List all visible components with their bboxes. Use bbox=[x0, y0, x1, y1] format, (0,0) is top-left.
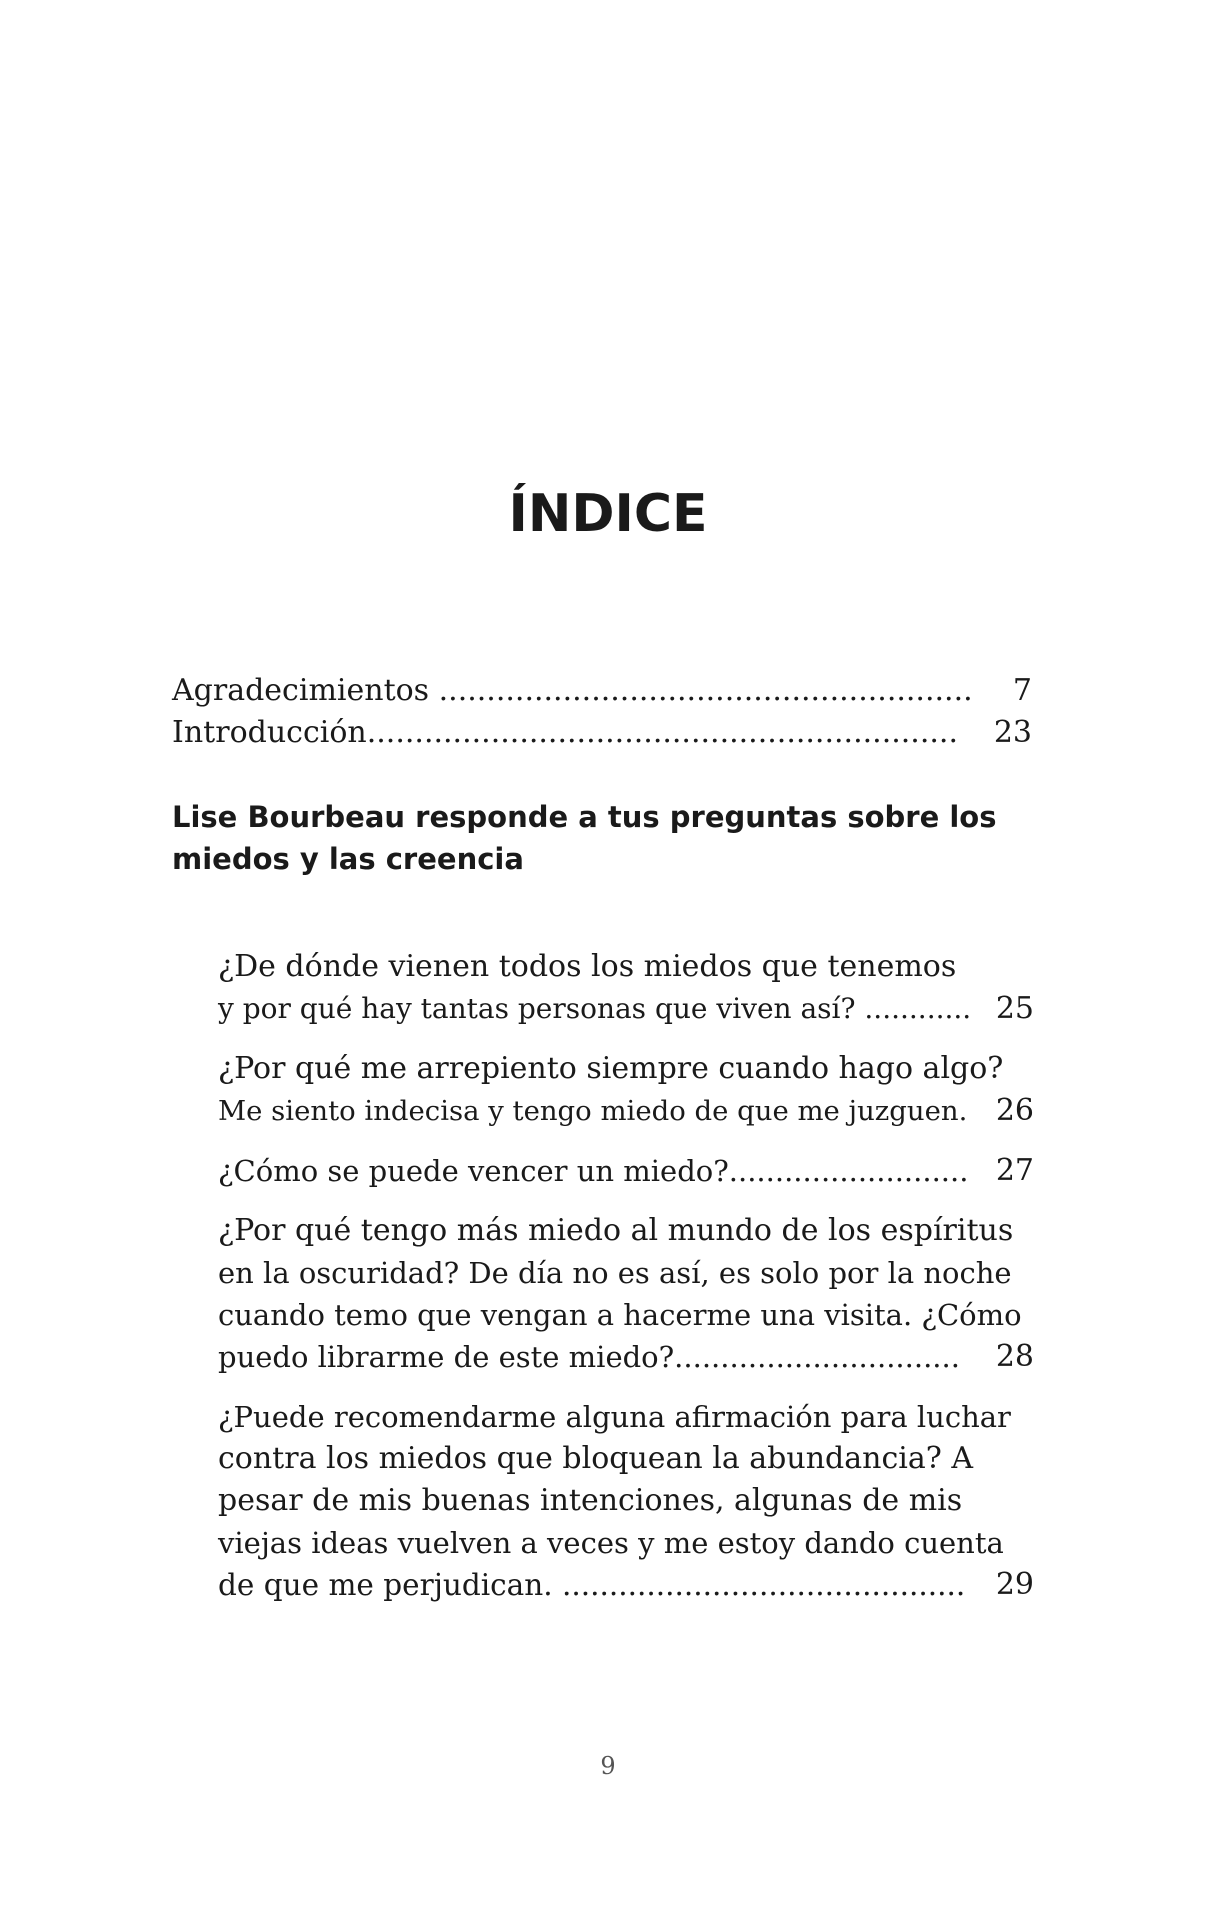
question-page: 29 bbox=[995, 1567, 1034, 1602]
question-page: 27 bbox=[995, 1153, 1034, 1188]
question-line: cuando temo que vengan a hacerme una visita. ¿Cómo bbox=[218, 1298, 1022, 1332]
question-line: viejas ideas vuelven a veces y me estoy dando cuenta bbox=[218, 1526, 1004, 1560]
question-line: ¿De dónde vienen todos los miedos que tenemos bbox=[218, 949, 957, 984]
toc-question-entry bbox=[218, 1210, 1034, 1378]
question-line: ¿Por qué tengo más miedo al mundo de los espíritus bbox=[218, 1213, 1014, 1248]
section-heading-line: Lise Bourbeau responde a tus preguntas sobre los bbox=[172, 800, 997, 834]
toc-entry-introduccion bbox=[172, 712, 1032, 754]
question-line: ¿Cómo se puede vencer un miedo?.......................... bbox=[218, 1154, 969, 1188]
toc-entry-page: 23 bbox=[993, 715, 1032, 750]
page-number: 9 bbox=[600, 1752, 616, 1780]
toc-entry-title: Introducción.............................................................. bbox=[172, 715, 958, 750]
toc-entry-title: Agradecimientos ........................................................ bbox=[172, 673, 973, 708]
question-page: 26 bbox=[995, 1093, 1034, 1128]
toc-question-entry bbox=[218, 1150, 1034, 1192]
question-line: Me siento indecisa y tengo miedo de que me juzguen. bbox=[218, 1095, 968, 1127]
toc-entry-agradecimientos bbox=[172, 670, 1032, 712]
toc-question-entry bbox=[218, 1048, 1034, 1132]
question-line: y por qué hay tantas personas que viven así? ............ bbox=[218, 992, 972, 1025]
question-line: de que me perjudican. ........................................... bbox=[218, 1568, 966, 1602]
toc-entry-page: 7 bbox=[1012, 673, 1032, 708]
section-heading bbox=[172, 796, 1072, 880]
question-line: en la oscuridad? De día no es así, es solo por la noche bbox=[218, 1256, 1012, 1290]
question-line: ¿Puede recomendarme alguna afirmación para luchar bbox=[218, 1400, 1011, 1434]
question-line: puedo librarme de este miedo?............................... bbox=[218, 1340, 960, 1374]
page-title: ÍNDICE bbox=[508, 484, 708, 544]
question-line: contra los miedos que bloquean la abundancia? A bbox=[218, 1441, 974, 1476]
section-heading-line: miedos y las creencia bbox=[172, 842, 524, 876]
question-page: 28 bbox=[995, 1339, 1034, 1374]
question-line: pesar de mis buenas intenciones, algunas de mis bbox=[218, 1483, 963, 1518]
toc-question-entry bbox=[218, 1396, 1034, 1606]
question-line: ¿Por qué me arrepiento siempre cuando hago algo? bbox=[218, 1051, 1004, 1086]
toc-question-entry bbox=[218, 946, 1034, 1030]
question-page: 25 bbox=[995, 991, 1034, 1026]
